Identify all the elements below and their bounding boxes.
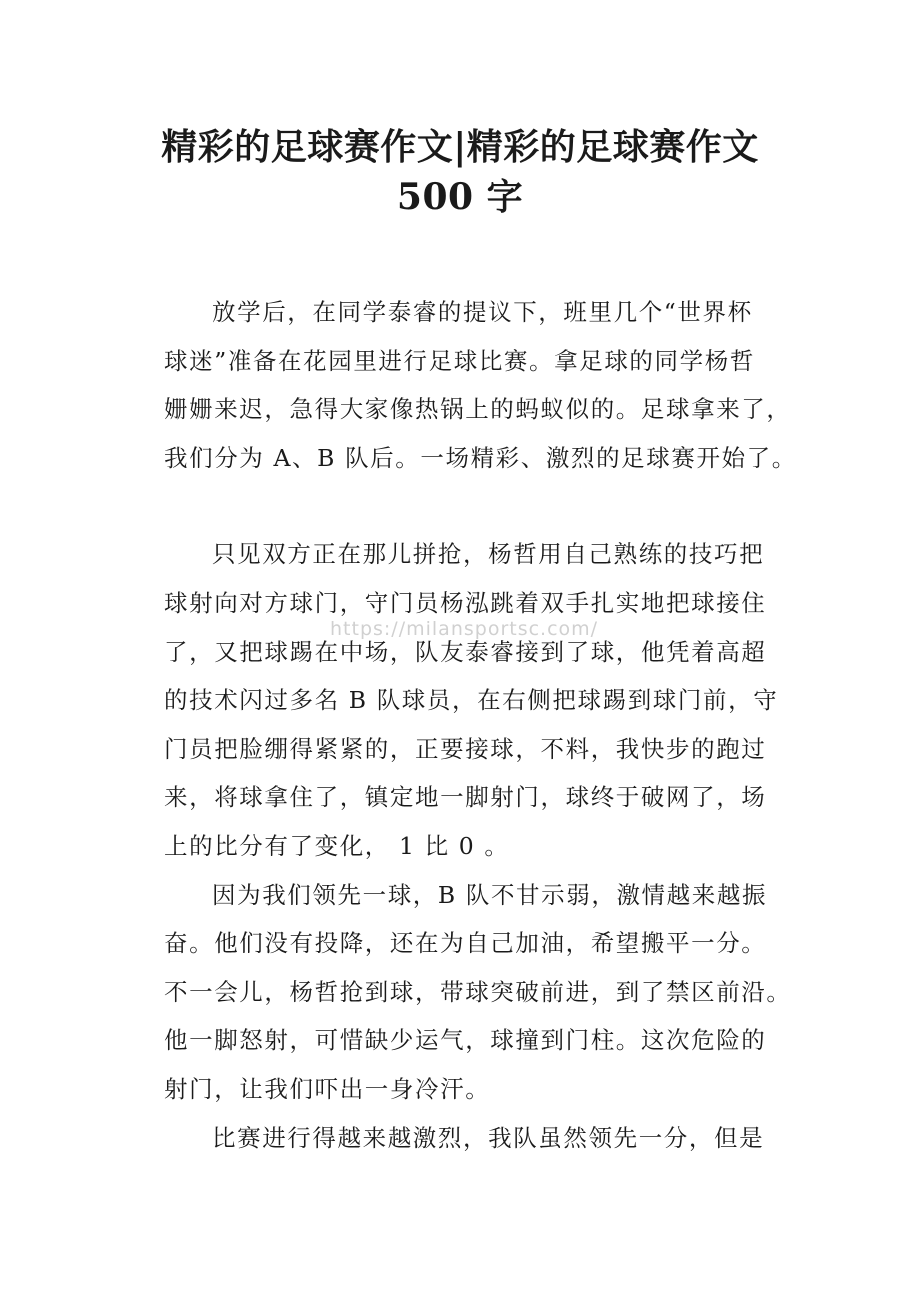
paragraph-2 [164,530,779,870]
text-line: 姗姗来迟，急得大家像热锅上的蚂蚁似的。足球拿来了， [164,395,792,424]
text-line: 的技术闪过多名 B 队球员，在右侧把球踢到球门前，守 [164,686,779,715]
text-line: 球射向对方球门，守门员杨泓跳着双手扎实地把球接住 [164,588,767,617]
text-line: 放学后，在同学泰睿的提议下，班里几个“世界杯 [212,298,753,326]
text-line: 来，将球拿住了，镇定地一脚射门，球终于破网了，场 [164,783,767,812]
text-line: 射门，让我们吓出一身冷汗。 [164,1074,491,1103]
text-line: 不一会儿，杨哲抢到球，带球突破前进，到了禁区前沿。 [164,977,792,1006]
article-body [164,288,797,1162]
title-line-2: 500 字 [396,176,524,218]
text-line: 比赛进行得越来越激烈，我队虽然领先一分，但是 [212,1123,765,1152]
text-line: 只见双方正在那儿拼抢，杨哲用自己熟练的技巧把 [212,540,765,569]
title-line-1: 精彩的足球赛作文|精彩的足球赛作文 [161,126,759,168]
text-line: 了，又把球踢在中场，队友泰睿接到了球，他凭着高超 [164,637,767,666]
text-line: 因为我们领先一球，B 队不甘示弱，激情越来越振 [212,880,768,909]
text-line: 奋。他们没有投降，还在为自己加油，希望搬平一分。 [164,929,767,958]
text-line: 我们分为 A、B 队后。一场精彩、激烈的足球赛开始了。 [164,443,797,472]
document-title [140,122,780,222]
text-line: 他一脚怒射，可惜缺少运气，球撞到门柱。这次危险的 [164,1026,767,1055]
text-line: 门员把脸绷得紧紧的，正要接球，不料，我快步的跑过 [164,734,767,763]
text-line: 球迷”准备在花园里进行足球比赛。拿足球的同学杨哲 [164,346,755,375]
watermark-url: https://milansportsc.com/ [330,618,599,640]
text-line: 上的比分有了变化， 1 比 0 。 [164,831,510,860]
paragraph-1 [164,288,797,482]
paragraph-3 [164,871,792,1114]
paragraph-4 [164,1114,774,1163]
